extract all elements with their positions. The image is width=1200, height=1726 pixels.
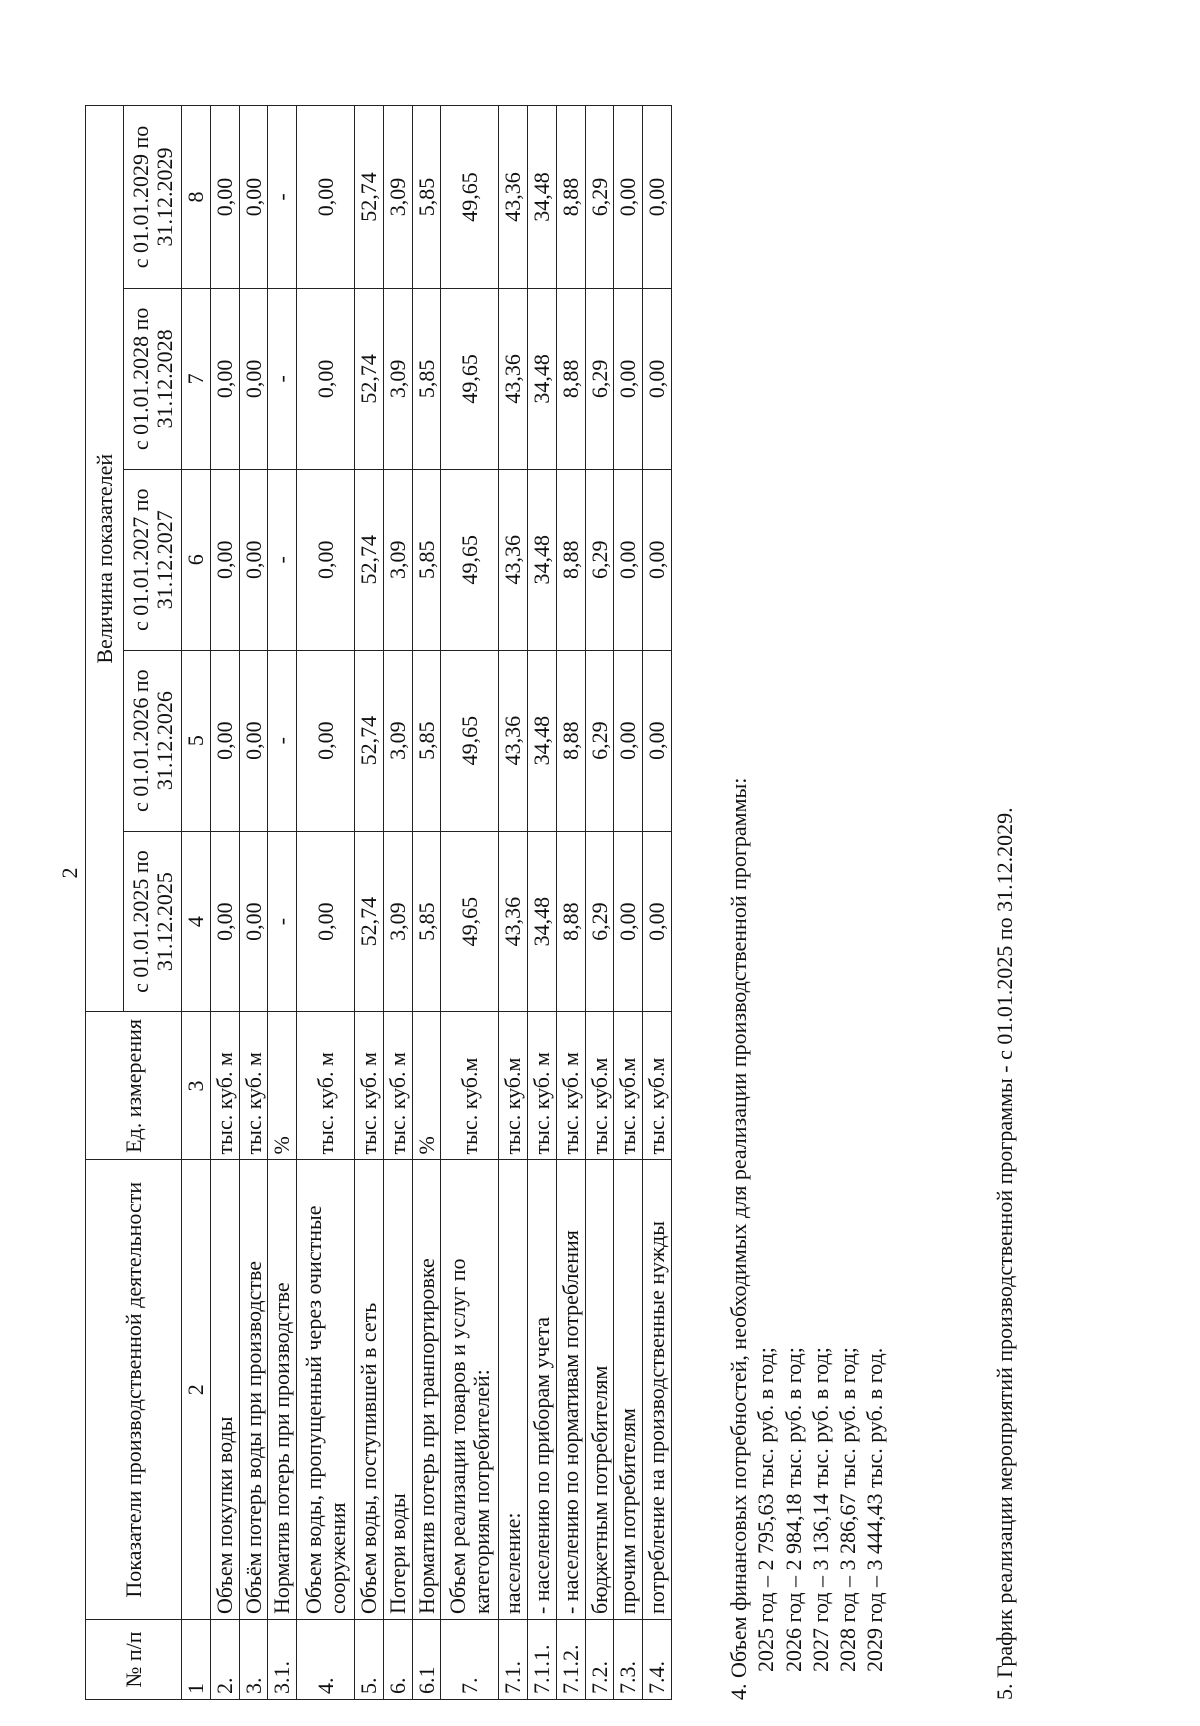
- value-cell: 0,00: [297, 106, 355, 289]
- row-number: 7.2.: [585, 1620, 614, 1700]
- value-cell: 52,74: [355, 106, 384, 289]
- colnum: 7: [182, 288, 211, 469]
- indicator-name: Объем воды, поступившей в сеть: [355, 1160, 384, 1620]
- value-cell: 0,00: [210, 106, 239, 289]
- value-cell: 34,48: [528, 469, 557, 650]
- indicators-table: [85, 105, 672, 1700]
- table-row: [355, 106, 384, 1700]
- colnum: 6: [182, 469, 211, 650]
- unit-cell: тыс. куб. м: [239, 1012, 268, 1160]
- colnum: 1: [182, 1620, 211, 1700]
- value-cell: 52,74: [355, 650, 384, 831]
- value-cell: 0,00: [614, 288, 643, 469]
- value-cell: 5,85: [412, 831, 441, 1012]
- notes-section: [725, 140, 1018, 1700]
- value-cell: 0,00: [239, 106, 268, 289]
- value-cell: 0,00: [210, 288, 239, 469]
- value-cell: 52,74: [355, 288, 384, 469]
- table-row: [239, 106, 268, 1700]
- value-cell: -: [268, 106, 297, 289]
- value-cell: -: [268, 650, 297, 831]
- table-row: [297, 106, 355, 1700]
- financial-needs-title: 4. Объем финансовых потребностей, необходимых для реализации производственной программы:: [726, 777, 751, 1700]
- value-cell: 34,48: [528, 650, 557, 831]
- value-cell: 49,65: [441, 650, 499, 831]
- value-cell: 8,88: [556, 469, 585, 650]
- indicator-name: Объем покупки воды: [210, 1160, 239, 1620]
- unit-cell: тыс. куб. м: [528, 1012, 557, 1160]
- header-unit: Ед. измерения: [86, 1012, 182, 1160]
- value-cell: 0,00: [297, 650, 355, 831]
- value-cell: 3,09: [383, 469, 412, 650]
- header-period: с 01.01.2027 по 31.12.2027: [124, 469, 182, 650]
- value-cell: 34,48: [528, 288, 557, 469]
- value-cell: 8,88: [556, 288, 585, 469]
- value-cell: 49,65: [441, 831, 499, 1012]
- value-cell: 0,00: [297, 288, 355, 469]
- header-indicator: Показатели производственной деятельности: [86, 1160, 182, 1620]
- table-row: [210, 106, 239, 1700]
- page-number: 2: [57, 867, 82, 879]
- indicator-name: - населению по приборам учета: [528, 1160, 557, 1620]
- row-number: 3.: [239, 1620, 268, 1700]
- value-cell: 52,74: [355, 469, 384, 650]
- value-cell: -: [268, 288, 297, 469]
- header-column-numbers: [182, 106, 211, 1700]
- financial-line: 2028 год – 3 286,67 тыс. руб. в год;: [835, 1347, 861, 1672]
- value-cell: 43,36: [499, 288, 528, 469]
- value-cell: 43,36: [499, 650, 528, 831]
- indicator-name: бюджетным потребителям: [585, 1160, 614, 1620]
- value-cell: 6,29: [585, 106, 614, 289]
- value-cell: 0,00: [210, 831, 239, 1012]
- value-cell: 5,85: [412, 650, 441, 831]
- unit-cell: тыс. куб.м: [499, 1012, 528, 1160]
- value-cell: 0,00: [210, 469, 239, 650]
- table-row: [643, 106, 672, 1700]
- row-number: 4.: [297, 1620, 355, 1700]
- indicator-name: потребление на производственные нужды: [643, 1160, 672, 1620]
- value-cell: 0,00: [614, 469, 643, 650]
- header-period: с 01.01.2029 по 31.12.2029: [124, 106, 182, 289]
- header-period: с 01.01.2025 по 31.12.2025: [124, 831, 182, 1012]
- unit-cell: %: [268, 1012, 297, 1160]
- financial-line: 2025 год – 2 795,63 тыс. руб. в год;: [753, 1347, 779, 1672]
- table-row: [499, 106, 528, 1700]
- value-cell: 3,09: [383, 831, 412, 1012]
- row-number: 7.: [441, 1620, 499, 1700]
- value-cell: 3,09: [383, 106, 412, 289]
- value-cell: 5,85: [412, 106, 441, 289]
- value-cell: 34,48: [528, 831, 557, 1012]
- indicator-name: население:: [499, 1160, 528, 1620]
- value-cell: 8,88: [556, 106, 585, 289]
- table-row: [614, 106, 643, 1700]
- table-row: [412, 106, 441, 1700]
- colnum: 4: [182, 831, 211, 1012]
- value-cell: 0,00: [239, 831, 268, 1012]
- unit-cell: тыс. куб. м: [355, 1012, 384, 1160]
- unit-cell: %: [412, 1012, 441, 1160]
- value-cell: 0,00: [643, 288, 672, 469]
- unit-cell: тыс. куб. м: [383, 1012, 412, 1160]
- row-number: 5.: [355, 1620, 384, 1700]
- header-period: с 01.01.2026 по 31.12.2026: [124, 650, 182, 831]
- value-cell: 0,00: [643, 831, 672, 1012]
- colnum: 3: [182, 1012, 211, 1160]
- value-cell: -: [268, 469, 297, 650]
- indicator-name: прочим потребителям: [614, 1160, 643, 1620]
- unit-cell: тыс. куб.м: [643, 1012, 672, 1160]
- table-row: [585, 106, 614, 1700]
- value-cell: 8,88: [556, 831, 585, 1012]
- financial-line: 2026 год – 2 984,18 тыс. руб. в год;: [780, 1347, 806, 1672]
- value-cell: 6,29: [585, 650, 614, 831]
- indicator-name: Норматив потерь при транпортировке: [412, 1160, 441, 1620]
- unit-cell: тыс. куб. м: [297, 1012, 355, 1160]
- indicator-name: - населению по нормативам потребления: [556, 1160, 585, 1620]
- table-body: [210, 106, 671, 1700]
- table-row: [441, 106, 499, 1700]
- value-cell: 0,00: [614, 106, 643, 289]
- header-row-1: [86, 106, 124, 1700]
- unit-cell: тыс. куб.м: [585, 1012, 614, 1160]
- table-row: [528, 106, 557, 1700]
- colnum: 2: [182, 1160, 211, 1620]
- row-number: 7.1.2.: [556, 1620, 585, 1700]
- value-cell: 0,00: [614, 650, 643, 831]
- value-cell: 0,00: [643, 469, 672, 650]
- row-number: 6.1: [412, 1620, 441, 1700]
- value-cell: 0,00: [643, 650, 672, 831]
- table-row: [268, 106, 297, 1700]
- value-cell: 49,65: [441, 288, 499, 469]
- value-cell: 49,65: [441, 469, 499, 650]
- schedule-note: 5. График реализации мероприятий производственной программы - с 01.01.2025 по 31.12.2029.: [991, 807, 1017, 1700]
- indicator-name: Объём потерь воды при производстве: [239, 1160, 268, 1620]
- value-cell: 0,00: [643, 106, 672, 289]
- unit-cell: тыс. куб.м: [441, 1012, 499, 1160]
- value-cell: 0,00: [297, 469, 355, 650]
- value-cell: 43,36: [499, 469, 528, 650]
- value-cell: 0,00: [210, 650, 239, 831]
- indicator-name: Потери воды: [383, 1160, 412, 1620]
- unit-cell: тыс. куб. м: [556, 1012, 585, 1160]
- table-row: [556, 106, 585, 1700]
- indicator-name: Норматив потерь при производстве: [268, 1160, 297, 1620]
- value-cell: 49,65: [441, 106, 499, 289]
- indicator-name: Объем воды, пропущенный через очистные сооружения: [297, 1160, 355, 1620]
- value-cell: 6,29: [585, 288, 614, 469]
- value-cell: 52,74: [355, 831, 384, 1012]
- value-cell: 0,00: [239, 288, 268, 469]
- row-number: 3.1.: [268, 1620, 297, 1700]
- financial-line: 2029 год – 3 444,43 тыс. руб. в год.: [862, 1347, 888, 1672]
- value-cell: 8,88: [556, 650, 585, 831]
- table-row: [383, 106, 412, 1700]
- value-cell: 5,85: [412, 469, 441, 650]
- value-cell: 0,00: [297, 831, 355, 1012]
- unit-cell: тыс. куб. м: [210, 1012, 239, 1160]
- unit-cell: тыс. куб.м: [614, 1012, 643, 1160]
- value-cell: -: [268, 831, 297, 1012]
- value-cell: 6,29: [585, 469, 614, 650]
- indicator-name: Объем реализации товаров и услуг по категориям потребителей:: [441, 1160, 499, 1620]
- colnum: 8: [182, 106, 211, 289]
- row-number: 6.: [383, 1620, 412, 1700]
- financial-line: 2027 год – 3 136,14 тыс. руб. в год;: [807, 1347, 833, 1672]
- rotated-page-content: [85, 90, 1200, 1700]
- value-cell: 0,00: [614, 831, 643, 1012]
- value-cell: 34,48: [528, 106, 557, 289]
- value-cell: 5,85: [412, 288, 441, 469]
- row-number: 2.: [210, 1620, 239, 1700]
- row-number: 7.1.1.: [528, 1620, 557, 1700]
- row-number: 7.4.: [643, 1620, 672, 1700]
- header-period: с 01.01.2028 по 31.12.2028: [124, 288, 182, 469]
- value-cell: 43,36: [499, 831, 528, 1012]
- value-cell: 6,29: [585, 831, 614, 1012]
- row-number: 7.3.: [614, 1620, 643, 1700]
- value-cell: 0,00: [239, 650, 268, 831]
- row-number: 7.1.: [499, 1620, 528, 1700]
- header-num: № п/п: [86, 1620, 182, 1700]
- value-cell: 43,36: [499, 106, 528, 289]
- value-cell: 3,09: [383, 650, 412, 831]
- colnum: 5: [182, 650, 211, 831]
- value-cell: 0,00: [239, 469, 268, 650]
- value-cell: 3,09: [383, 288, 412, 469]
- header-values-group: Величина показателей: [86, 106, 124, 1013]
